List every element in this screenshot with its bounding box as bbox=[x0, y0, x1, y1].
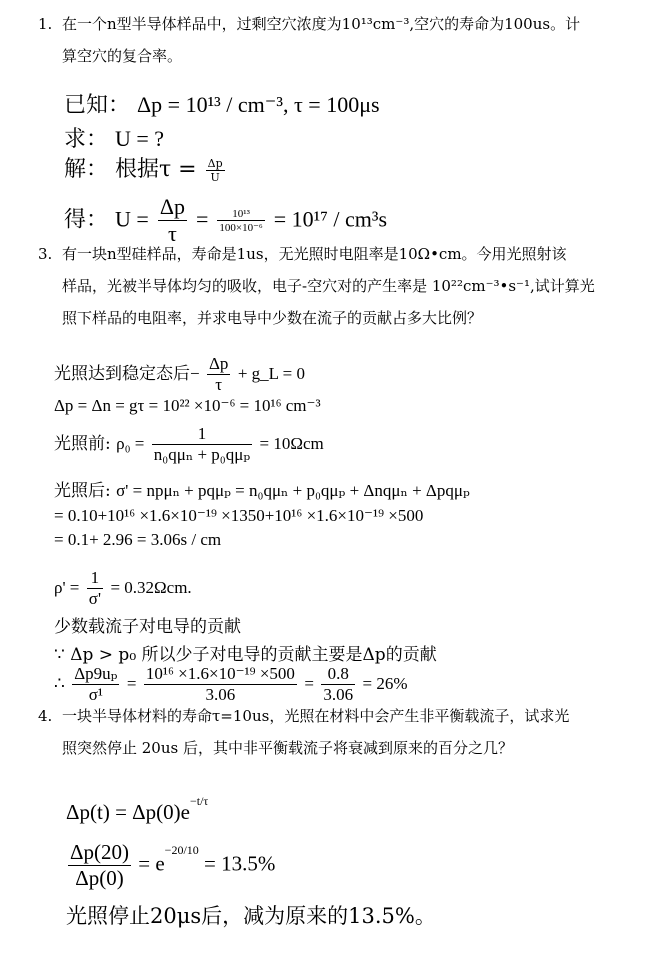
step-3-fraction bbox=[152, 424, 252, 465]
step-7-numerator: 1 bbox=[87, 568, 103, 589]
step-3-denominator: n₀qμₙ + p₀qμₚ bbox=[153, 445, 251, 464]
p4-equation-2 bbox=[66, 840, 275, 891]
problem-3-line-2: 样品，光被半导体均匀的吸收，电子-空穴对的产生率是 10²²cm⁻³•s⁻¹,试计算光 bbox=[62, 277, 595, 295]
step-10-therefore: ∴ bbox=[54, 674, 65, 693]
p4-equation-1 bbox=[66, 794, 209, 825]
result-rhs: = 10¹⁷ / cm³s bbox=[273, 206, 388, 232]
step-10-numerator-2: 10¹⁶ ×1.6×10⁻¹⁹ ×500 bbox=[145, 664, 295, 683]
solution-numerator: Δp bbox=[207, 156, 223, 170]
problem-4-line-2: 照突然停止 20us 后，其中非平衡载流子将衰减到原来的百分之几？ bbox=[62, 739, 513, 757]
ask-label: 求： bbox=[64, 127, 109, 152]
result-fraction-2 bbox=[217, 208, 264, 234]
p1-solution bbox=[64, 152, 227, 184]
solution-fraction bbox=[206, 157, 225, 184]
p3-step-9: ∵ Δp > p₀ 所以少子对电导的贡献主要是Δp的贡献 bbox=[54, 645, 437, 665]
p1-known bbox=[64, 88, 380, 119]
step-1-text: 光照达到稳定态后 bbox=[54, 364, 190, 384]
p3-step-6: = 0.1+ 2.96 = 3.06s / cm bbox=[54, 530, 222, 549]
step-7-rhs: = 0.32Ωcm. bbox=[110, 578, 192, 597]
equation-2-rhs: = 13.5% bbox=[204, 851, 276, 876]
equation-2-numerator: Δp(20) bbox=[70, 840, 129, 864]
step-7-fraction bbox=[87, 568, 103, 609]
step-10-denominator-2: 3.06 bbox=[205, 685, 236, 704]
step-10-rhs: = 26% bbox=[362, 674, 408, 693]
step-3-numerator: 1 bbox=[152, 424, 252, 445]
result-numerator-2: 10¹³ bbox=[217, 208, 264, 221]
solution-text: 根据τ = bbox=[115, 157, 197, 182]
ask-expression: U = ? bbox=[115, 126, 165, 151]
p3-step-7 bbox=[54, 568, 192, 609]
step-1-denominator: τ bbox=[215, 375, 223, 394]
problem-1-line-2: 算空穴的复合率。 bbox=[62, 47, 183, 65]
step-4-text: 光照后: bbox=[54, 481, 111, 501]
known-expression: Δp = 10¹³ / cm⁻³, τ = 100μs bbox=[137, 92, 380, 117]
step-7-denominator: σ' bbox=[88, 589, 102, 608]
step-10-numerator-3: 0.8 bbox=[321, 664, 355, 685]
step-3-rhs: = 10Ωcm bbox=[259, 434, 324, 453]
problem-4-line-1: 一块半导体材料的寿命τ=10us，光照在材料中会产生非平衡载流子，试求光 bbox=[62, 707, 570, 725]
p1-ask bbox=[64, 122, 164, 153]
step-1-numerator: Δp bbox=[209, 354, 229, 373]
equation-2-fraction bbox=[68, 840, 131, 891]
equation-1-body: Δp(t) = Δp(0)e bbox=[66, 800, 190, 824]
p3-step-8: 少数载流子对电导的贡献 bbox=[54, 617, 241, 637]
equation-1-exponent: −t/τ bbox=[189, 794, 209, 808]
p3-step-4 bbox=[54, 476, 470, 501]
step-4-expression: σ' = npμₙ + pqμₚ = n₀qμₙ + p₀qμₚ + Δnqμₙ + Δpqμₚ bbox=[116, 481, 470, 500]
p3-step-2: Δp = Δn = gτ = 10²² ×10⁻⁶ = 10¹⁶ cm⁻³ bbox=[54, 396, 321, 415]
problem-4-number: 4. bbox=[38, 707, 53, 725]
result-numerator-1: Δp bbox=[159, 194, 185, 219]
step-3-lhs: ρ₀ = bbox=[116, 434, 145, 453]
problem-3-line-3: 照下样品的电阻率，并求电导中少数在流子的贡献占多大比例？ bbox=[62, 309, 483, 327]
p4-conclusion: 光照停止20μs后，减为原来的13.5%。 bbox=[66, 904, 436, 928]
solution-denominator: U bbox=[210, 170, 220, 184]
result-denominator-1: τ bbox=[167, 221, 177, 246]
step-1-rest: + g_L = 0 bbox=[237, 364, 306, 383]
problem-1-number: 1. bbox=[38, 15, 53, 33]
p3-step-1: 光照达到稳定态后− $\frac{\Delta p}{\tau}$ + g_L = 0 bbox=[54, 354, 306, 394]
step-7-lhs: ρ' = bbox=[54, 578, 80, 597]
step-10-denominator-3: 3.06 bbox=[323, 685, 354, 704]
problem-3-number: 3. bbox=[38, 245, 53, 263]
p3-step-5: = 0.10+10¹⁶ ×1.6×10⁻¹⁹ ×1350+10¹⁶ ×1.6×10⁻¹⁹ ×500 bbox=[54, 506, 424, 525]
problem-3-line-1: 有一块n型硅样品，寿命是1us，无光照时电阻率是10Ω•cm。今用光照射该 bbox=[62, 245, 567, 263]
solution-label: 解： bbox=[64, 157, 109, 182]
step-3-text: 光照前: bbox=[54, 434, 111, 454]
step-10-fraction-3 bbox=[321, 664, 355, 705]
step-1-fraction bbox=[207, 354, 230, 395]
step-10-denominator-1: σ¹ bbox=[88, 685, 103, 704]
p3-step-10: ∴ $\frac{\text{Δp9uₚ}}{\text{σ¹}}$ = $\frac{\text{10¹⁶ ×1.6×10⁻¹⁹ ×500}}{3.06}$ = $\frac{0.8}{3.06}$ = 26% bbox=[54, 664, 408, 704]
problem-1-line-1: 在一个n型半导体样品中，过剩空穴浓度为10¹³cm⁻³,空穴的寿命为100us。计 bbox=[62, 15, 581, 33]
equation-2-mid: = e bbox=[138, 851, 165, 876]
result-label: 得： bbox=[64, 207, 109, 233]
equation-2-exponent: −20/10 bbox=[164, 843, 199, 858]
known-label: 已知： bbox=[64, 93, 131, 118]
step-10-numerator-1: Δp9uₚ bbox=[74, 664, 118, 683]
result-lhs: U = bbox=[115, 206, 149, 232]
p3-step-3 bbox=[54, 424, 324, 465]
equation-2-denominator: Δp(0) bbox=[75, 866, 124, 890]
result-denominator-2: 100×10⁻⁶ bbox=[219, 221, 263, 234]
p1-result: 得： U = $\frac{\Delta p}{\tau}$ = $\frac{\text{10¹³}}{\text{100×10⁻⁶}}$ = 10¹⁷ / cm³s bbox=[64, 194, 388, 246]
step-10-fraction-2 bbox=[144, 664, 297, 705]
step-10-fraction-1 bbox=[72, 664, 119, 705]
